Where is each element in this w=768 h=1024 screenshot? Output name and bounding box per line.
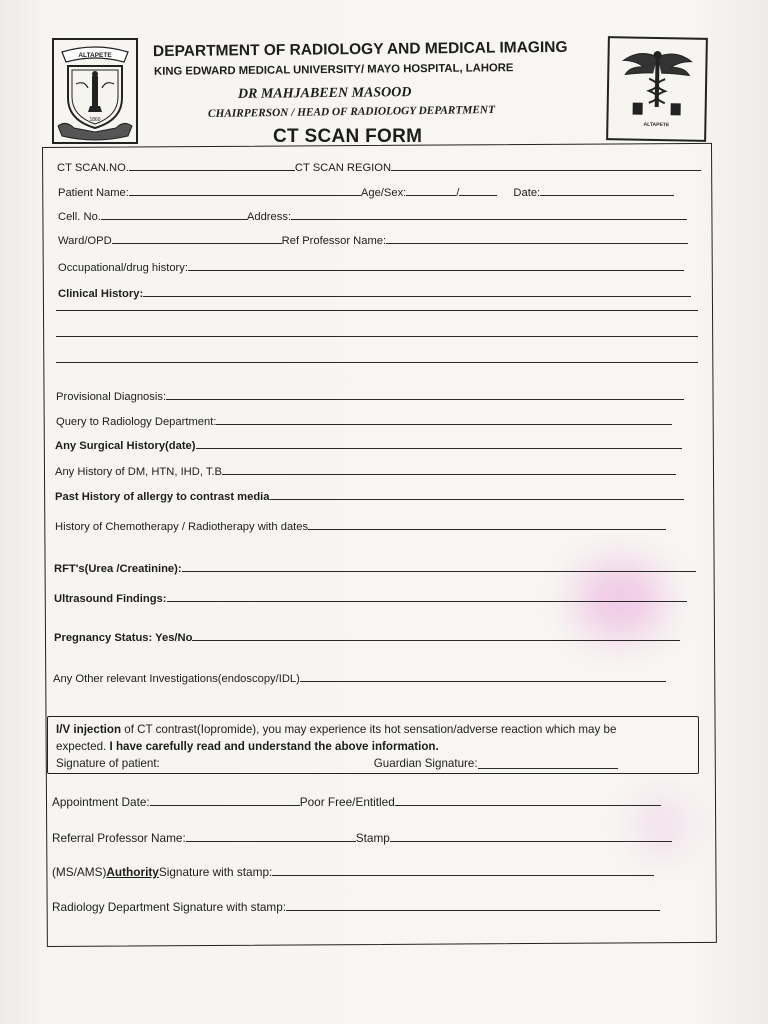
logo-motto: ALTAPETE [78, 52, 112, 59]
authority-signature-field[interactable] [272, 875, 654, 876]
poor-free-label: Poor Free/Entitled [299, 795, 395, 809]
age-sex-separator: / [456, 187, 460, 199]
address-label: Address: [246, 211, 292, 223]
row-ct-scan [57, 162, 701, 174]
chemo-field[interactable] [308, 529, 666, 530]
consent-text: of CT contrast(Iopromide), you may experience its hot sensation/adverse reaction which may be [121, 723, 617, 736]
ward-opd-label: Ward/OPD [58, 235, 112, 247]
date-label: Date: [513, 187, 541, 199]
guardian-signature-field[interactable] [478, 768, 618, 769]
clinical-history-label: Clinical History: [58, 288, 144, 300]
poor-free-field[interactable] [395, 805, 661, 806]
logo-year: 1860 [89, 117, 101, 123]
date-field[interactable] [540, 195, 674, 196]
form-title: CT SCAN FORM [273, 126, 423, 147]
ultrasound-label: Ultrasound Findings: [54, 593, 167, 605]
row-provisional-diagnosis [56, 391, 684, 403]
radiology-signature-label: Radiology Department Signature with stamp: [52, 900, 287, 914]
allergy-label: Past History of allergy to contrast media [55, 491, 270, 503]
department-title: DEPARTMENT OF RADIOLOGY AND MEDICAL IMAGING [152, 38, 568, 61]
other-investigations-field[interactable] [300, 681, 666, 682]
consent-line-1 [56, 721, 690, 738]
surgical-history-label: Any Surgical History(date) [55, 440, 196, 452]
appointment-date-field[interactable] [150, 805, 300, 806]
ct-scan-region-label: CT SCAN REGION [294, 162, 392, 174]
appointment-date-label: Appointment Date: [52, 795, 150, 809]
allergy-field[interactable] [270, 499, 684, 500]
patient-name-field[interactable] [129, 195, 361, 196]
referral-professor-label: Referral Professor Name: [52, 831, 186, 845]
clinical-history-line [56, 336, 698, 340]
clinical-history-line [56, 362, 698, 366]
sex-field[interactable] [459, 195, 497, 196]
clinical-history-field[interactable] [56, 362, 698, 363]
authority-label: Authority [106, 865, 159, 879]
row-referral [52, 831, 672, 845]
row-other-investigations [53, 673, 666, 685]
row-authority [52, 865, 654, 879]
consent-line-2 [56, 738, 690, 755]
pregnancy-label: Pregnancy Status: Yes/No [54, 632, 193, 644]
row-contact [58, 211, 687, 223]
row-surgical-history [55, 440, 682, 452]
occupational-field[interactable] [188, 270, 684, 271]
occupational-label: Occupational/drug history: [58, 262, 188, 274]
consent-declaration: I have carefully read and understand the above information. [109, 740, 439, 753]
university-logo [52, 38, 138, 144]
row-history-dm [55, 466, 676, 478]
clinical-history-field[interactable] [56, 336, 698, 337]
row-ultrasound [54, 593, 687, 605]
consent-text: expected. [56, 740, 110, 753]
age-field[interactable] [406, 195, 456, 196]
row-rft [54, 563, 696, 575]
history-dm-field[interactable] [222, 474, 676, 475]
contrast-consent-box [47, 716, 699, 774]
other-investigations-label: Any Other relevant Investigations(endoscopy/IDL) [53, 673, 300, 685]
caduceus-logo [606, 36, 708, 142]
pregnancy-field[interactable] [192, 640, 680, 641]
age-sex-label: Age/Sex: [360, 187, 407, 199]
university-name: KING EDWARD MEDICAL UNIVERSITY/ MAYO HOSPITAL, LAHORE [153, 62, 514, 78]
logo-motto: ALTAPETE [643, 121, 670, 129]
ref-professor-field[interactable] [386, 243, 688, 244]
row-occupational [58, 262, 684, 274]
stamp-label: Stamp [355, 831, 390, 845]
guardian-signature-label: Guardian Signature: [373, 757, 478, 770]
address-field[interactable] [291, 219, 687, 220]
clinical-history-field[interactable] [143, 296, 691, 297]
row-allergy [55, 491, 684, 503]
chemo-label: History of Chemotherapy / Radiotherapy with dates [55, 521, 309, 533]
stamp-field[interactable] [390, 841, 672, 842]
rft-field[interactable] [182, 571, 696, 572]
chairperson-title: CHAIRPERSON / HEAD OF RADIOLOGY DEPARTMENT [207, 103, 496, 121]
clinical-history-field[interactable] [56, 310, 698, 311]
patient-signature-label: Signature of patient: [56, 757, 160, 770]
query-radiology-field[interactable] [216, 424, 672, 425]
ct-scan-region-field[interactable] [391, 170, 701, 171]
ultrasound-field[interactable] [167, 601, 687, 602]
ref-professor-label: Ref Professor Name: [281, 235, 387, 247]
row-ward [58, 235, 688, 247]
referral-professor-field[interactable] [186, 841, 356, 842]
row-appointment [52, 795, 661, 809]
surgical-history-field[interactable] [196, 448, 682, 449]
radiology-signature-field[interactable] [286, 910, 660, 911]
ward-opd-field[interactable] [112, 243, 282, 244]
ms-ams-label: (MS/AMS) [52, 865, 107, 879]
ct-scan-no-field[interactable] [129, 170, 295, 171]
consent-emphasis: I/V injection [56, 723, 122, 736]
authority-signature-label: Signature with stamp: [158, 865, 273, 879]
row-clinical-history [58, 288, 691, 300]
row-query-radiology [56, 416, 672, 428]
rft-label: RFT's(Urea /Creatinine): [54, 563, 182, 575]
cell-no-field[interactable] [101, 219, 247, 220]
ct-scan-no-label: CT SCAN.NO. [57, 162, 129, 174]
provisional-diagnosis-label: Provisional Diagnosis: [56, 391, 167, 403]
patient-name-label: Patient Name: [58, 187, 129, 199]
consent-signature-row [56, 755, 690, 772]
query-radiology-label: Query to Radiology Department: [56, 416, 217, 428]
provisional-diagnosis-field[interactable] [166, 399, 684, 400]
cell-no-label: Cell. No. [58, 211, 101, 223]
chairperson-name: DR MAHJABEEN MASOOD [237, 85, 412, 102]
row-patient [58, 187, 674, 199]
row-chemo [55, 521, 666, 533]
clinical-history-line [56, 310, 698, 314]
history-dm-label: Any History of DM, HTN, IHD, T.B [55, 466, 223, 478]
row-pregnancy [54, 632, 680, 644]
row-radiology-signature [52, 900, 660, 914]
